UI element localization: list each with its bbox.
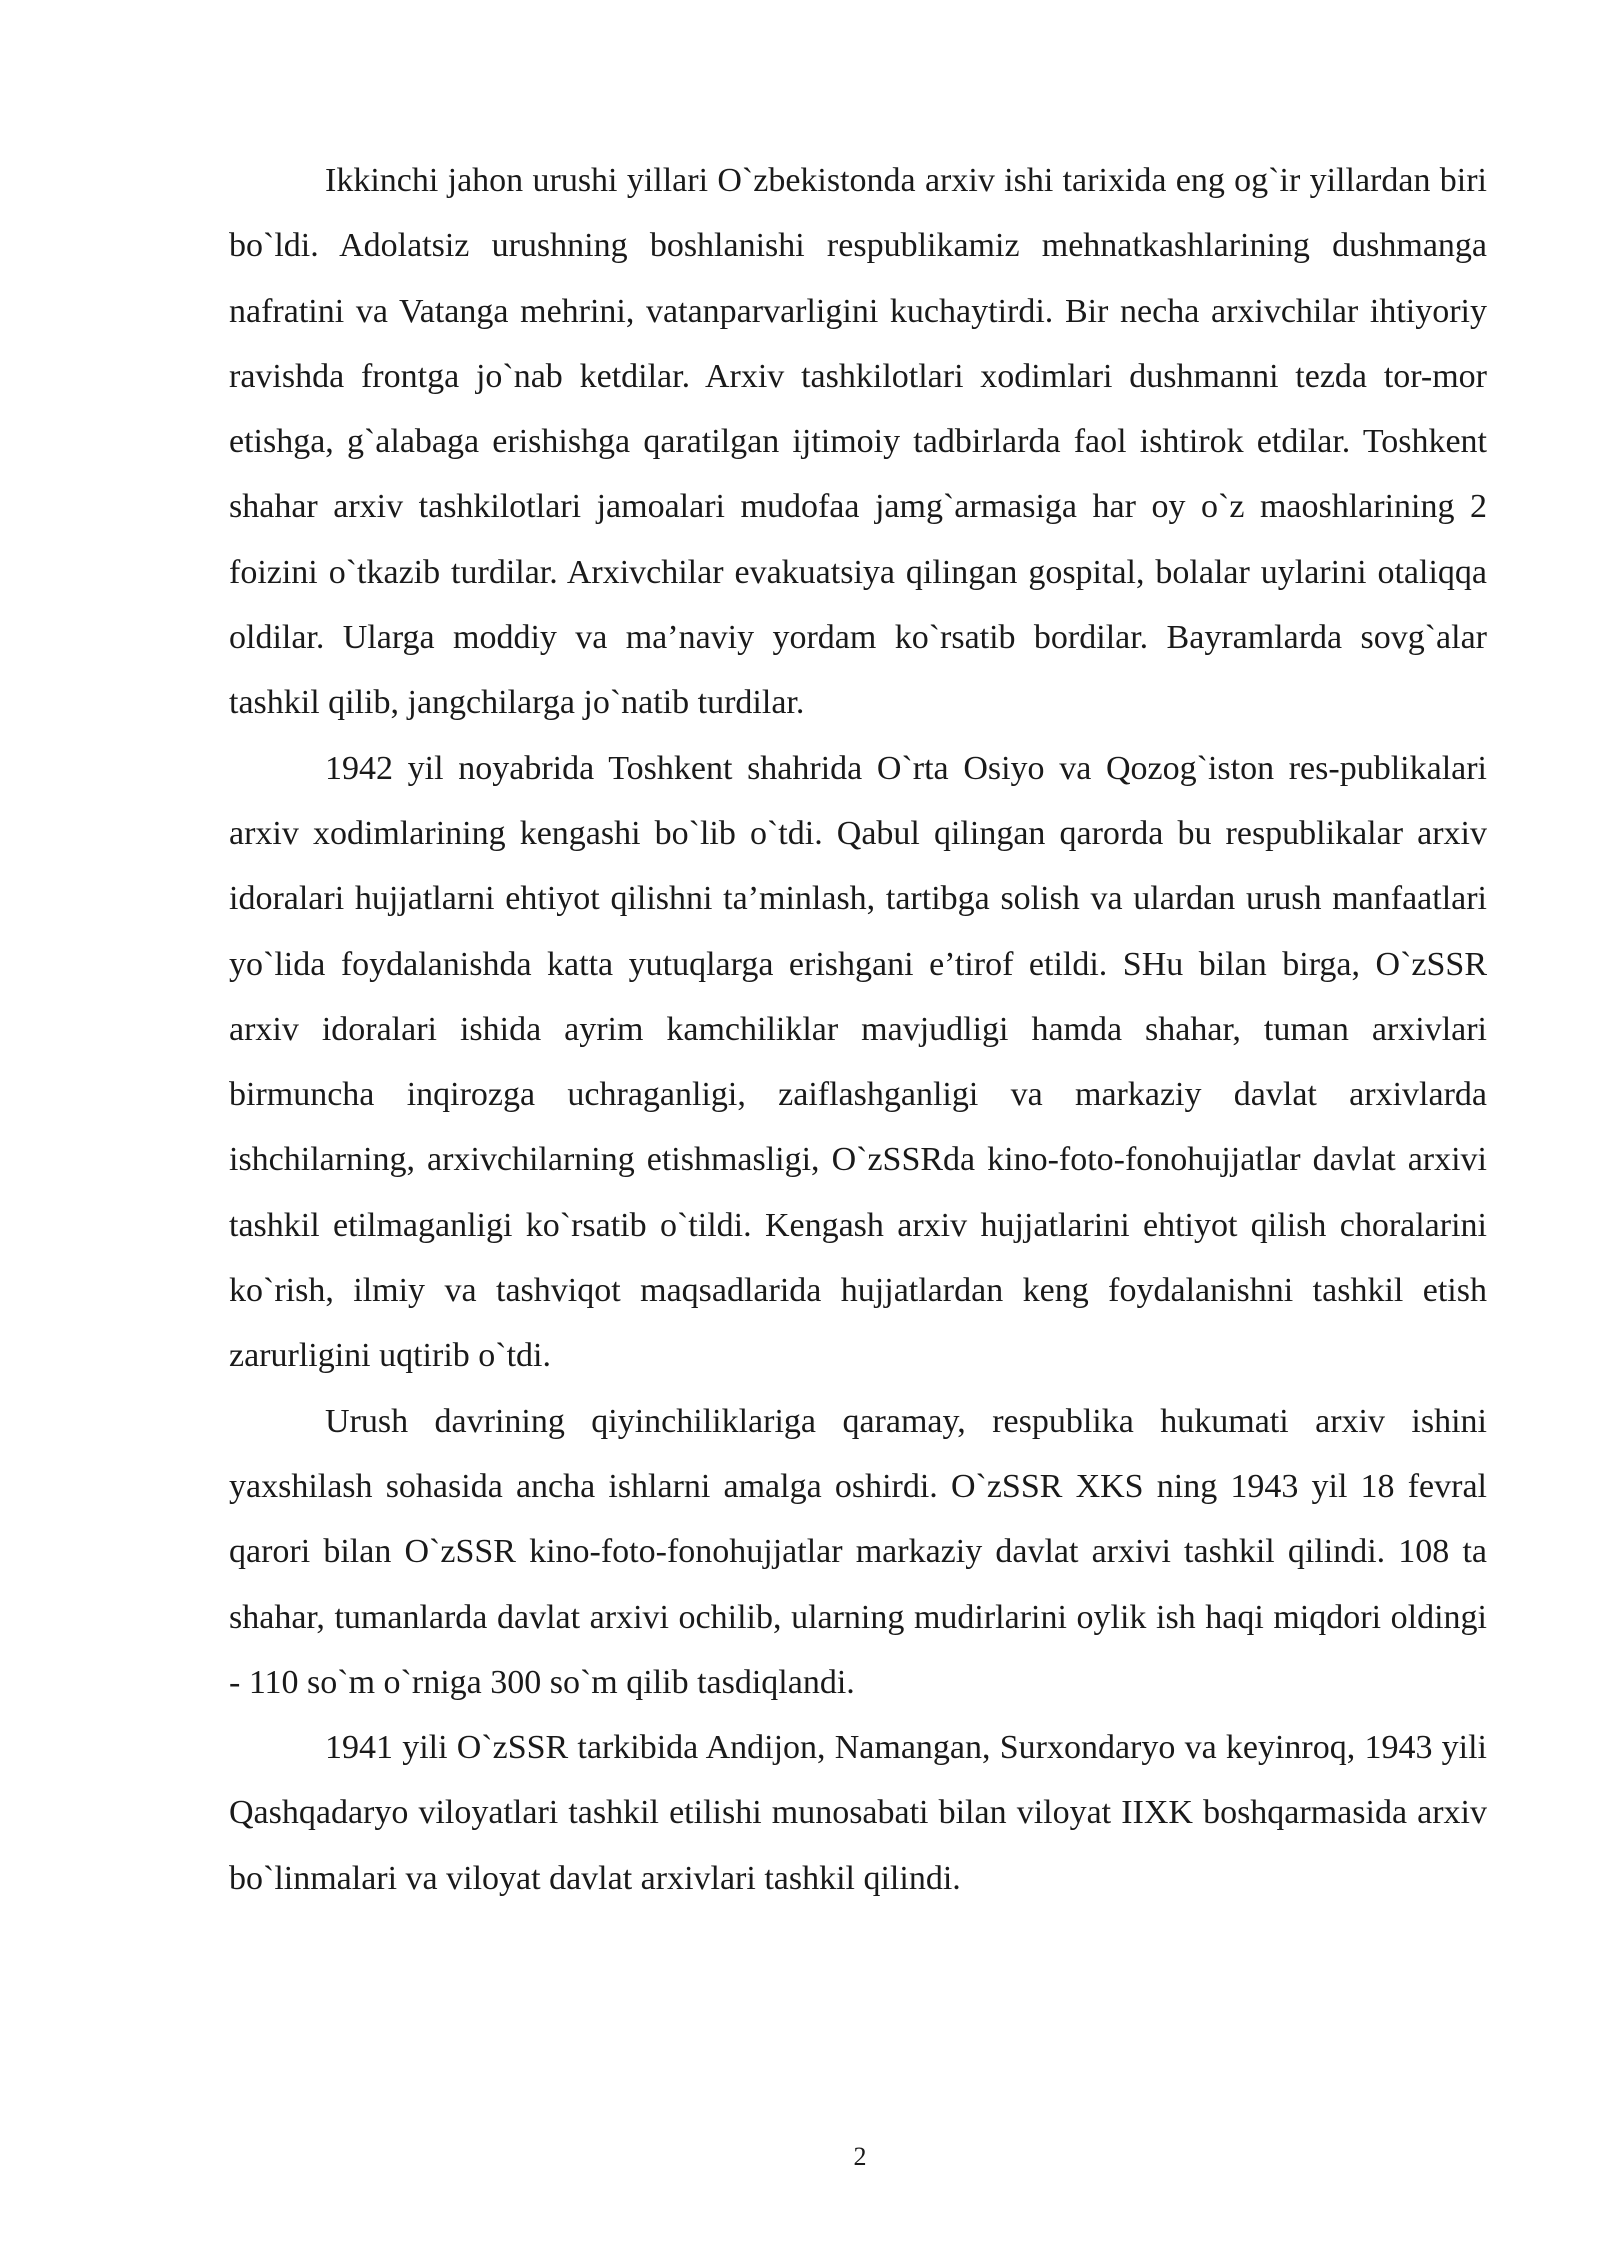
paragraph-1: Ikkinchi jahon urushi yillari O`zbekistonda arxiv ishi tarixida eng og`ir yillardan biri bo`ldi. Adolatsiz urushning boshlanishi respublikamiz mehnatkashlarining dushmanga nafratini va Vatanga mehrini, vatanparvarligini kuchaytirdi. Bir necha arxivchilar ihtiyoriy ravishda frontga jo`nab ketdilar. Arxiv tashkilotlari xodimlari dushmanni tezda tor-mor etishga, g`alabaga erishishga qaratilgan ijtimoiy tadbirlarda faol ishtirok etdilar. Toshkent shahar arxiv tashkilotlari jamoalari mudofaa jamg`armasiga har oy o`z maoshlarining 2 foizini o`tkazib turdilar. Arxivchilar evakuatsiya qilingan gospital, bolalar uylarini otaliqqa oldilar. Ularga moddiy va ma’naviy yordam ko`rsatib bordilar. Bayramlarda sovg`alar tashkil qilib, jangchilarga jo`natib turdilar. xyxy=(229,162,1487,722)
paragraph-4: 1941 yili O`zSSR tarkibida Andijon, Namangan, Surxondaryo va keyinroq, 1943 yili Qashqadaryo viloyatlari tashkil etilishi munosabati bilan viloyat IIXK boshqarmasida arxiv bo`linmalari va viloyat davlat arxivlari tashkil qilindi. xyxy=(229,1729,1487,1897)
paragraph-3: Urush davrining qiyinchiliklariga qaramay, respublika hukumati arxiv ishini yaxshilash sohasida ancha ishlarni amalga oshirdi. O`zSSR XKS ning 1943 yil 18 fevral qarori bilan O`zSSR kino-foto-fonohujjatlar markaziy davlat arxivi tashkil qilindi. 108 ta shahar, tumanlarda davlat arxivi ochilib, ularning mudirlarini oylik ish haqi miqdori oldingi - 110 so`m o`rniga 300 so`m qilib tasdiqlandi. xyxy=(229,1402,1487,1701)
page-number: 2 xyxy=(853,2142,867,2171)
paragraph-2: 1942 yil noyabrida Toshkent shahrida O`rta Osiyo va Qozog`iston res-publikalari arxiv xodimlarining kengashi bo`lib o`tdi. Qabul qilingan qarorda bu respublikalar arxiv idoralari hujjatlarni ehtiyot qilishni ta’minlash, tartibga solish va ulardan urush manfaatlari yo`lida foydalanishda katta yutuqlarga erishgani e’tirof etildi. SHu bilan birga, O`zSSR arxiv idoralari ishida ayrim kamchiliklar mavjudligi hamda shahar, tuman arxivlari birmuncha inqirozga uchraganligi, zaiflashganligi va markaziy davlat arxivlarda ishchilarning, arxivchilarning etishmasligi, O`zSSRda kino-foto-fonohujjatlar davlat arxivi tashkil etilmaganligi ko`rsatib o`tildi. Kengash arxiv hujjatlarini ehtiyot qilish choralarini ko`rish, ilmiy va tashviqot maqsadlarida hujjatlardan keng foydalanishni tashkil etish zarurligini uqtirib o`tdi. xyxy=(229,749,1487,1375)
body-text xyxy=(229,148,1487,1911)
